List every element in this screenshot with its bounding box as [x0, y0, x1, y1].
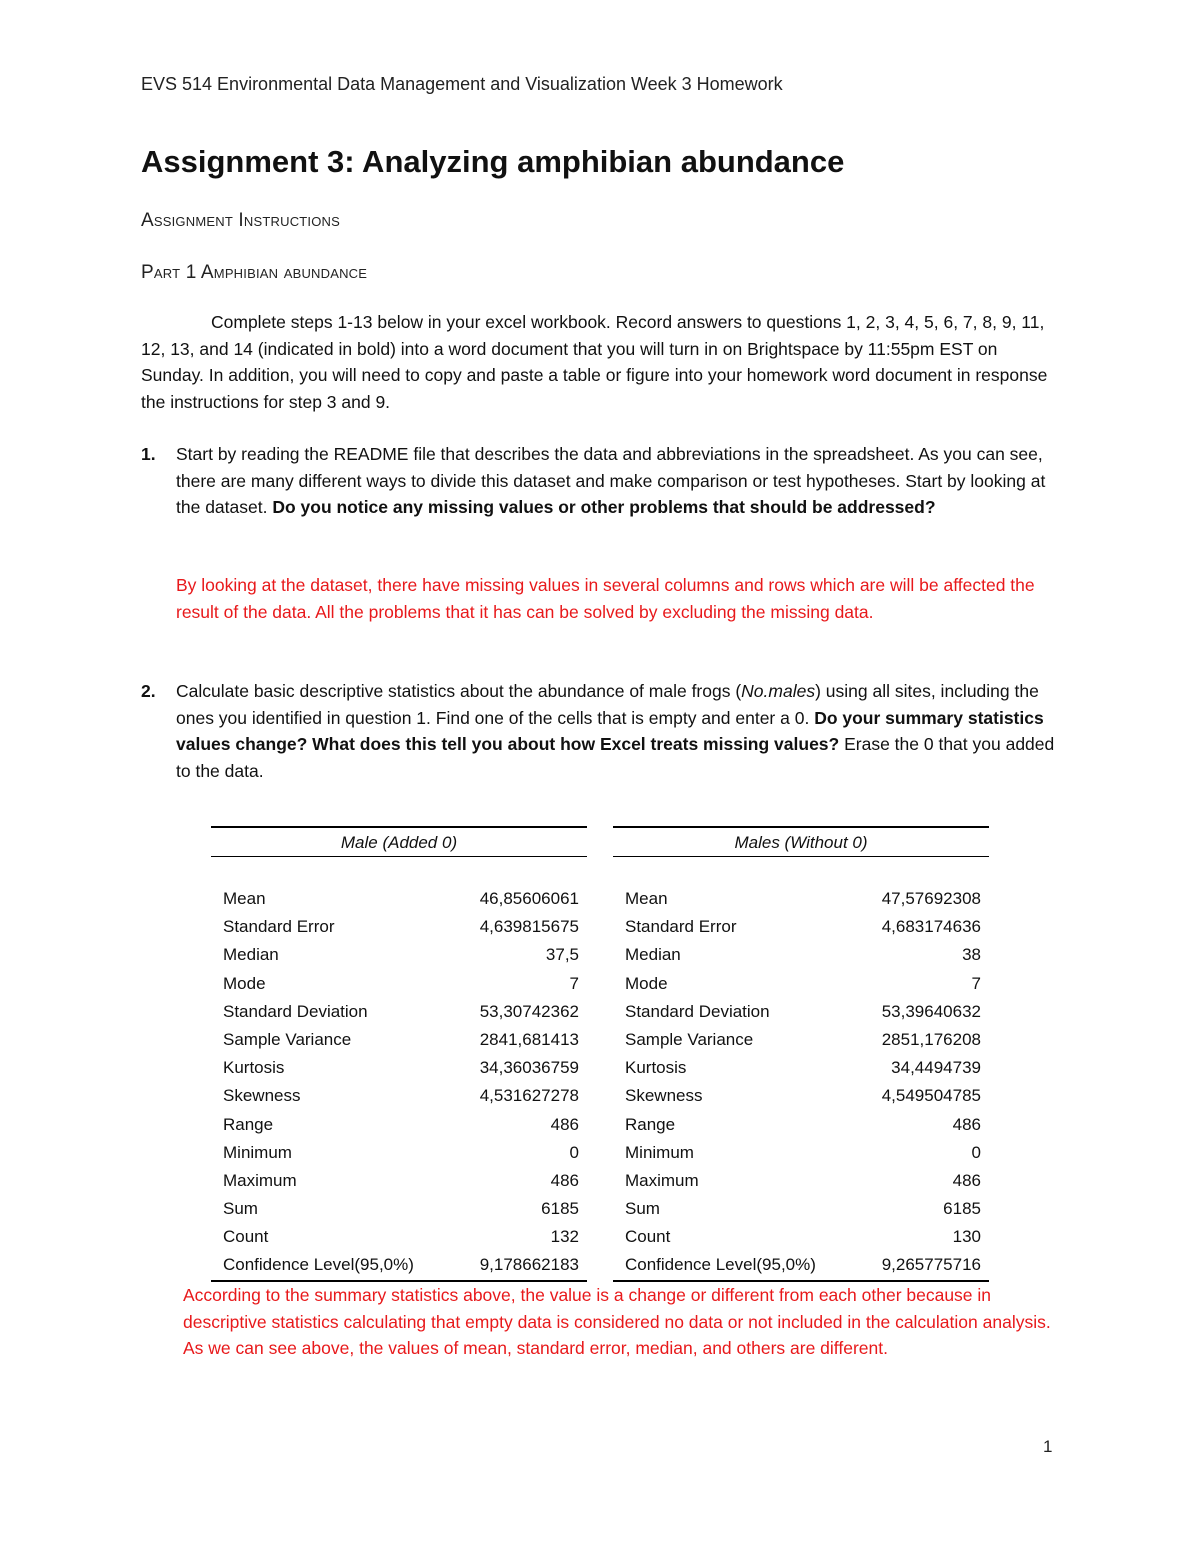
page-title: Assignment 3: Analyzing amphibian abundance: [141, 144, 845, 179]
table-row: Maximum 486: [223, 1170, 579, 1190]
stats-table-right: [613, 826, 989, 1282]
question-1-text: Start by reading the README file that describes the data and abbreviations in the spreadsheet. As you can see, there are many different ways to divide this dataset and make comparison or test hypotheses. Start by looking at the dataset.: [176, 444, 1046, 517]
stats-table-right-body: [613, 885, 989, 1282]
table-row: Mode 7: [625, 973, 981, 993]
stats-table-right-title: Males (Without 0): [613, 826, 989, 857]
table-row: Range 486: [625, 1114, 981, 1134]
page-header: EVS 514 Environmental Data Management and Visualization Week 3 Homework: [141, 74, 783, 94]
table-row: Confidence Level(95,0%) 9,265775716: [613, 1251, 989, 1281]
table-row: Standard Error 4,639815675: [223, 917, 579, 937]
intro-paragraph: Complete steps 1-13 below in your excel workbook. Record answers to questions 1, 2, 3, 4, 5, 6, 7, 8, 9, 11, 12, 13, and 14 (indicated in bold) into a word document that you will turn in on Brightspace by 11:55pm EST on Sunday. In addition, you will need to copy and paste a table or figure into your homework word document in response the instructions for step 3 and 9.: [141, 312, 1048, 412]
question-2-text-1: Calculate basic descriptive statistics about the abundance of male frogs (: [176, 681, 742, 701]
table-row: Skewness 4,549504785: [625, 1086, 981, 1106]
table-row: Count 132: [223, 1227, 579, 1247]
table-row: Standard Deviation 53,39640632: [625, 1001, 981, 1021]
table-row: Mode 7: [223, 973, 579, 993]
question-1-number: 1.: [141, 444, 156, 464]
table-row: Median 38: [625, 945, 981, 965]
question-2: [141, 678, 1061, 784]
table-row: Mean 47,57692308: [625, 889, 981, 908]
answer-1: By looking at the dataset, there have missing values in several columns and rows which are will be affected the result of the data. All the problems that it has can be solved by excluding the missing data.: [176, 575, 1035, 622]
table-row: Mean 46,85606061: [223, 889, 579, 908]
table-row: Kurtosis 34,36036759: [223, 1058, 579, 1078]
table-row: Sample Variance 2841,681413: [223, 1029, 579, 1049]
section-heading: Assignment Instructions: [141, 210, 341, 231]
question-2-text-3: Erase the 0 that you added to the data.: [176, 734, 1055, 781]
question-2-text-2: ) using all sites, including the ones you identified in question 1. Find one of the cells that is empty and enter a 0.: [176, 681, 1039, 728]
table-row: Range 486: [223, 1114, 579, 1134]
table-row: Minimum 0: [625, 1142, 981, 1162]
table-row: Standard Deviation 53,30742362: [223, 1001, 579, 1021]
question-2-number: 2.: [141, 681, 156, 701]
table-row: Kurtosis 34,4494739: [625, 1058, 981, 1078]
table-row: Median 37,5: [223, 945, 579, 965]
table-row: Minimum 0: [223, 1142, 579, 1162]
table-row: Sample Variance 2851,176208: [625, 1029, 981, 1049]
table-row: Count 130: [625, 1227, 981, 1247]
question-1: [141, 441, 1061, 521]
table-row: Maximum 486: [625, 1170, 981, 1190]
stats-table-left-title: Male (Added 0): [211, 826, 587, 857]
table-row: Confidence Level(95,0%) 9,178662183: [211, 1251, 587, 1281]
question-2-italic: No.males: [741, 681, 816, 701]
question-1-bold: Do you notice any missing values or other problems that should be addressed?: [272, 497, 936, 517]
page-number: 1: [1043, 1437, 1053, 1456]
part-heading: Part 1 Amphibian abundance: [141, 262, 368, 283]
table-row: Sum 6185: [223, 1199, 579, 1219]
table-row: Sum 6185: [625, 1199, 981, 1219]
question-2-bold: Do your summary statistics values change? What does this tell you about how Excel treats missing values?: [176, 707, 1044, 754]
table-row: Standard Error 4,683174636: [625, 917, 981, 937]
stats-table-left: [211, 826, 587, 1282]
answer-2: According to the summary statistics above, the value is a change or different from each other because in descriptive statistics calculating that empty data is considered no data or not included in the calculation analysis. As we can see above, the values of mean, standard error, median, and others are different.: [183, 1285, 1051, 1358]
stats-table-left-body: [211, 885, 587, 1282]
table-row: Skewness 4,531627278: [223, 1086, 579, 1106]
